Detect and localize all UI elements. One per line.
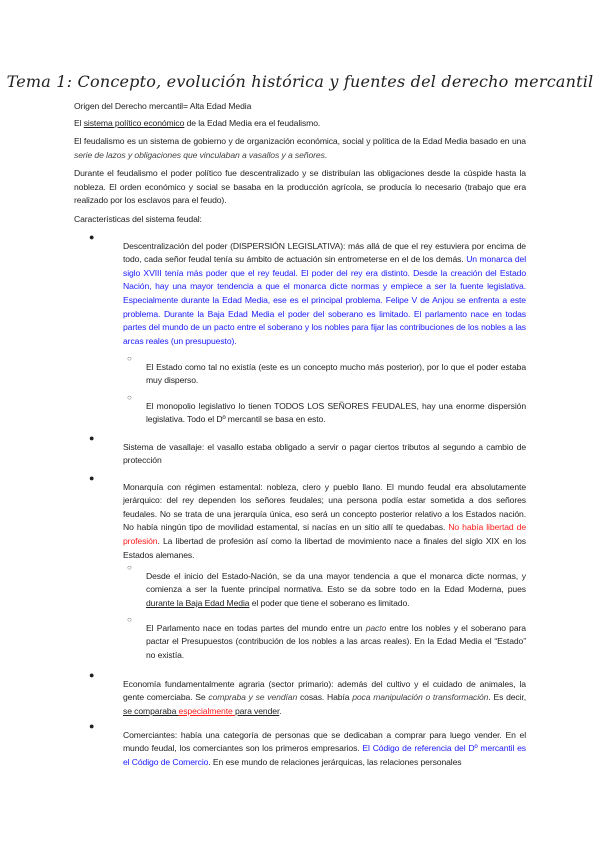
bullet-disc-icon: ● [89,721,95,731]
bullet-circle-icon: ○ [127,615,132,624]
bullet-decentralization: Descentralización del poder (DISPERSIÓN LEGISLATIVA): más allá de que el rey estuviera por encima de todo, cada señor feudal tenía su ámbito de actuación sin entrometerse en el de los demás. Un monarca del siglo XVIII tenía más poder que el rey feudal. El poder del rey era distinto. Desde la creación del Estado Nación, hay una mayor tendencia a que el monarca dicte normas y empiece a ser la fuente legislativa. Especialmente durante la Edad Media, ese es el principal problema. Felipe V de Anjou se enfrenta a este problema. Durante la Baja Edad Media el poder del soberano es limitado. El parlamento nace en todas partes del mundo de un pacto entre el soberano y los nobles para fijar las contribuciones de los nobles a las arcas reales (un presupuesto). [123,240,527,346]
definition-italic: serie de lazos y obligaciones que vinculaban a vasallos y a señores [74,149,325,160]
document-title: Tema 1: Concepto, evolución histórica y fuentes del derecho mercantil [6,72,594,91]
blue-note: Un monarca del siglo XVIII tenía más poder que el rey feudal. El poder del rey era distinto. Desde la creación del Estado Nación, hay una mayor tendencia a que el monarca dicte normas y empiece a ser la fuente legislativa. Especialmente durante la Edad Media, ese es el principal problema. Felipe V de Anjou se enfrenta a este problema. Durante la Baja Edad Media el poder del soberano es limitado. El parlamento nace en todas partes del mundo de un pacto entre el soberano y los nobles para fijar las contribuciones de los nobles a las arcas reales (un presupuesto). [123,254,527,346]
bullet-monarchy: Monarquía con régimen estamental: nobleza, clero y pueblo llano. El mundo feudal era absolutamente jerárquico: del rey dependen los señores feudales; una persona podía estar sometida a dos señores feudales. No se trata de una jerarquía única, eso será un concepto posterior relativo a los Estados nación. No había ningún tipo de movilidad estamental, si nacías en un sitio allí te quedabas. No había libertad de profesión. La libertad de profesión así como la libertad de movimiento nace a finales del siglo XIX en los Estados alemanes. [123,481,526,560]
intro-paragraph: El sistema político económico de la Edad Media era el feudalismo. [74,118,321,128]
bullet-circle-icon: ○ [127,563,132,572]
definition-paragraph: El feudalismo es un sistema de gobierno y de organización económica, social y política de la Edad Media basado en una serie de lazos y obligaciones que vinculaban a vasallos y a señores. [74,136,526,160]
red-underlined-highlight: especialmente [178,705,235,716]
bullet-economy: Economía fundamentalmente agraria (sector primario): además del cultivo y el cuidado de animales, la gente comerciaba. Se compraba y se vendían cosas. Había poca manipulación o transformación. Es decir, se comparaba especialmente para vender. [123,678,527,716]
sub-item-monopoly: El monopolio legislativo lo tienen TODOS LOS SEÑORES FEUDALES, hay una enorme dispersión legislativa. Todo el Dº mercantil se basa en esto. [146,400,526,425]
bullet-circle-icon: ○ [127,354,132,363]
intro-underlined: sistema político económico [83,118,185,128]
decentralization-paragraph: Durante el feudalismo el poder político fue descentralizado y se distribuían las obligaciones desde la cúspide hasta la nobleza. El orden económico y social se basaba en la producción agrícola, se producía lo necesario (trabajo que era realizado por los esclavos para el feudo). [74,168,526,206]
red-highlight: No había libertad de profesión [123,522,526,546]
bullet-merchants: Comerciantes: había una categoría de personas que se dedicaban a comprar para luego vender. En el mundo feudal, los comerciantes son los primeros empresarios. El Código de referencia del Dº mercantil es el Código de Comercio. En ese mundo de relaciones jerárquicas, las relaciones personales [123,729,527,767]
sub-item-state: El Estado como tal no existía (este es un concepto mucho más posterior), por lo que el poder estaba muy disperso. [146,361,526,386]
features-heading: Características del sistema feudal: [74,214,202,224]
bullet-disc-icon: ● [89,473,95,483]
bullet-vassalage: Sistema de vasallaje: el vasallo estaba obligado a servir o pagar ciertos tributos al segundo a cambio de protección [123,441,526,466]
bullet-disc-icon: ● [89,232,95,242]
sub-item-nation-state: Desde el inicio del Estado-Nación, se da una mayor tendencia a que el monarca dicte normas, y comienza a ser la fuente principal normativa. Esto se da sobre todo en la Edad Moderna, pues durante la Baja Edad Media el poder que tiene el soberano es limitado. [146,570,526,608]
bullet-disc-icon: ● [89,670,95,680]
bullet-circle-icon: ○ [127,393,132,402]
sub-item-parliament: El Parlamento nace en todas partes del mundo entre un pacto entre los nobles y el soberano para pactar el Presupuestos (contribución de los nobles a las arcas reales). En la Edad Media el “Estado” no existía. [146,622,526,660]
bullet-disc-icon: ● [89,433,95,443]
blue-note: El Código de referencia del Dº mercantil es el Código de Comercio [123,743,527,767]
origin-line: Origen del Derecho mercantil= Alta Edad Media [74,101,252,111]
